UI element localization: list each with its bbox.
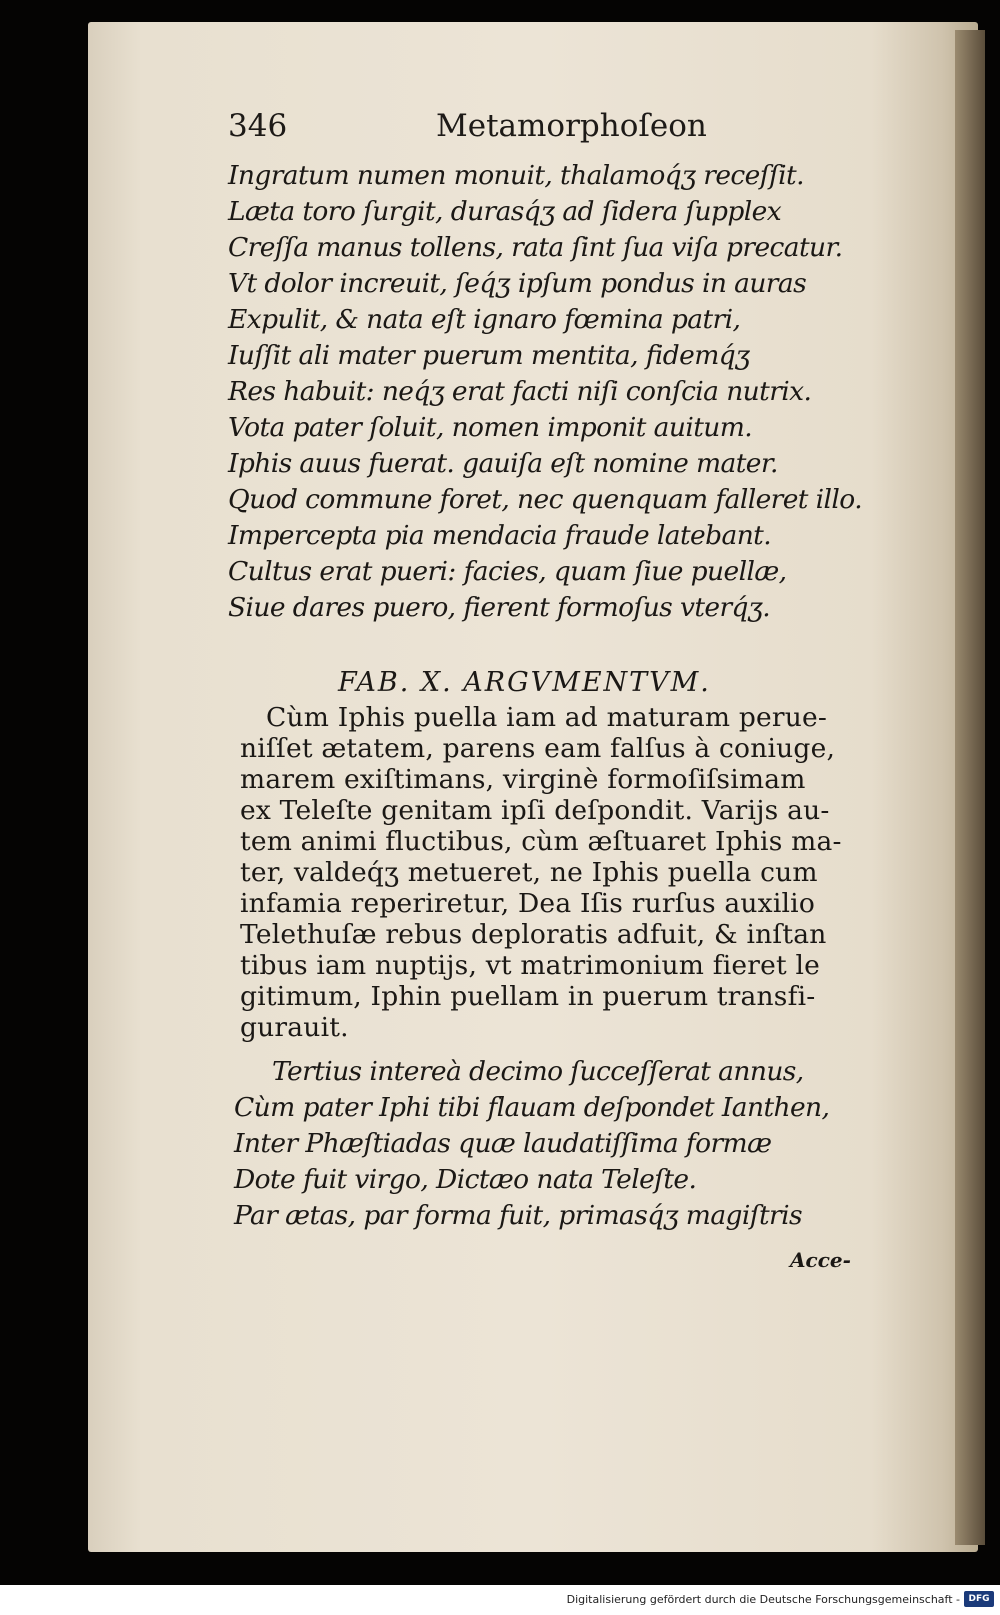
argument-line: ter, valdeq́ʒ metueret, ne Iphis puella cum (240, 857, 818, 888)
verse-line: Siue dares puero, fierent formoſus vterq́ʒ. (228, 592, 771, 623)
argument-line: tibus iam nuptijs, vt matrimonium fieret le (240, 950, 821, 981)
verse-line: Læta toro ſurgit, durasq́ʒ ad ſidera ſupplex (228, 196, 782, 227)
verse-line: Inter Phæſtiadas quæ laudatiſſima formæ (234, 1128, 772, 1159)
verse-line: Cùm pater Iphi tibi flauam deſpondet Ianthen, (234, 1092, 830, 1123)
fable-heading: FAB. X. ARGVMENTVM. (338, 667, 711, 698)
footer-bar (0, 1585, 1000, 1615)
verse-line: Expulit, & nata eſt ignaro fœmina patri, (228, 304, 741, 335)
verse-line: Res habuit: neq́ʒ erat facti niſi conſcia nutrix. (228, 376, 812, 407)
dfg-logo: DFG (964, 1591, 994, 1607)
verse-line: Creſſa manus tollens, rata ſint ſua viſa precatur. (228, 232, 843, 263)
verse-line: Ingratum numen monuit, thalamoq́ʒ receſſit. (228, 160, 804, 191)
verse-line: Vt dolor increuit, ſeq́ʒ ipſum pondus in auras (228, 268, 807, 299)
verse-line: Par ætas, par forma fuit, primasq́ʒ magiſtris (234, 1200, 802, 1231)
running-title: Metamorphoſeon (436, 108, 707, 144)
verse-line: Impercepta pia mendacia fraude latebant. (228, 520, 772, 551)
verse-line: Iphis auus fuerat. gauiſa eſt nomine mater. (228, 448, 778, 479)
page-number: 346 (228, 108, 288, 144)
catchword: Acce- (790, 1248, 851, 1272)
funding-credit: Digitalisierung gefördert durch die Deutsche Forschungsgemeinschaft - (566, 1593, 960, 1606)
verse-line: Iuſſit ali mater puerum mentita, fidemq́ʒ (228, 340, 750, 371)
verse-line: Dote fuit virgo, Dictæo nata Teleſte. (234, 1164, 697, 1195)
argument-line: ex Teleſte genitam ipſi deſpondit. Varijs au- (240, 795, 830, 826)
verse-line: Tertius intereà decimo ſucceſſerat annus, (272, 1056, 804, 1087)
argument-line: Telethuſæ rebus deploratis adfuit, & inſtan (240, 919, 827, 950)
verse-line: Cultus erat pueri: facies, quam ſiue puellæ, (228, 556, 787, 587)
argument-line: gitimum, Iphin puellam in puerum transfi- (240, 981, 816, 1012)
argument-line: niſſet ætatem, parens eam falſus à coniuge, (240, 733, 836, 764)
verse-line: Vota pater ſoluit, nomen imponit auitum. (228, 412, 753, 443)
argument-line: tem animi fluctibus, cùm æſtuaret Iphis ma- (240, 826, 842, 857)
argument-line: Cùm Iphis puella iam ad maturam perue- (266, 702, 828, 733)
argument-line: infamia reperiretur, Dea Iſis rurſus auxilio (240, 888, 816, 919)
argument-line: marem exiſtimans, virginè formoſiſsimam (240, 764, 806, 795)
page-edge-shadow (955, 30, 985, 1545)
verse-line: Quod commune foret, nec quenquam falleret illo. (228, 484, 863, 515)
argument-line: gurauit. (240, 1012, 349, 1043)
